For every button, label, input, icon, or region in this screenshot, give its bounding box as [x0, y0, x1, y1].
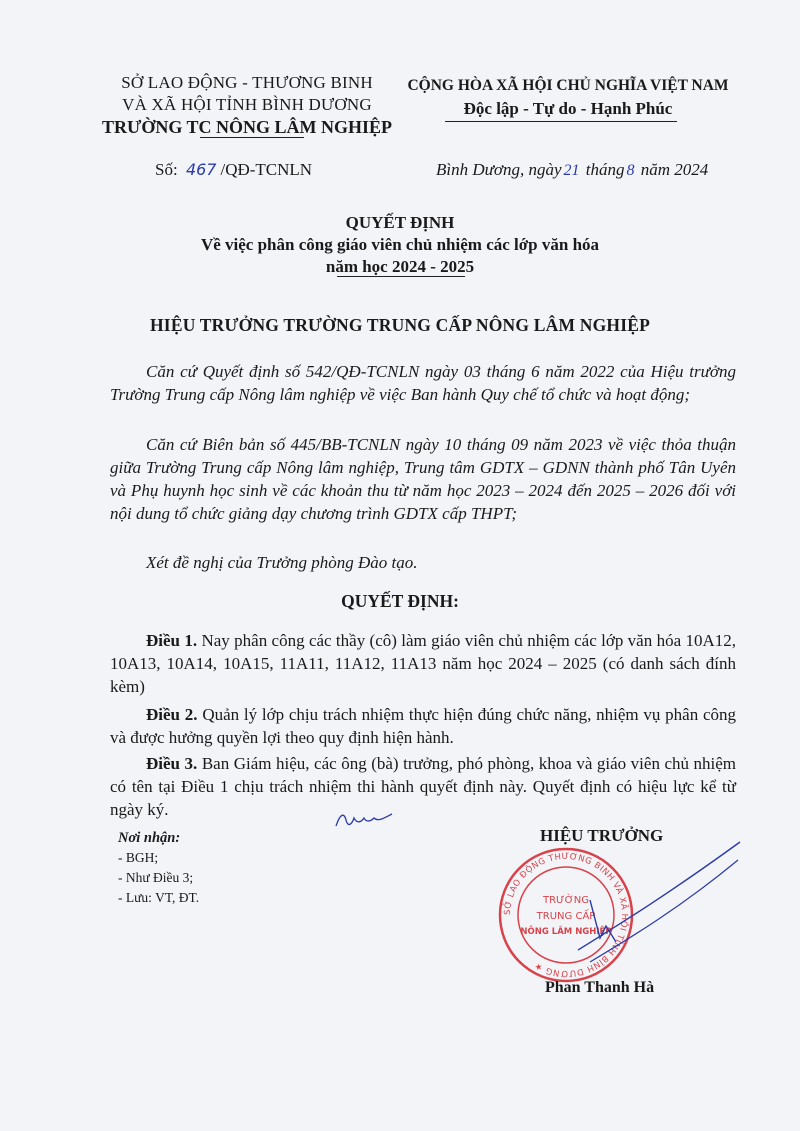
- article-3-label: Điều 3.: [146, 754, 198, 773]
- article-1: [110, 629, 736, 698]
- nation-name: CỘNG HÒA XÃ HỘI CHỦ NGHĨA VIỆT NAM: [407, 77, 729, 94]
- recipients-label: Nơi nhận:: [118, 830, 181, 846]
- month-label: tháng: [585, 160, 625, 179]
- date-month: 8: [626, 162, 635, 179]
- date-year: năm 2024: [640, 160, 709, 179]
- national-heading: [398, 74, 738, 120]
- initial-signature-mark: [330, 806, 400, 834]
- org-line-1: SỞ LAO ĐỘNG - THƯƠNG BINH: [121, 73, 373, 92]
- svg-text:TRƯỜNG: TRƯỜNG: [543, 895, 589, 906]
- title-underline: [337, 276, 465, 277]
- issuing-authority: HIỆU TRƯỞNG TRƯỜNG TRUNG CẤP NÔNG LÂM NGHIỆP: [150, 315, 650, 335]
- recipient-item: - BGH;: [118, 850, 159, 865]
- signer-title: HIỆU TRƯỞNG: [540, 826, 664, 845]
- recipients-block: [118, 828, 199, 908]
- article-3-text: Ban Giám hiệu, các ông (bà) trưởng, phó phòng, khoa và giáo viên chủ nhiệm có tên tại Điều 1 chịu trách nhiệm thi hành quyết định này. Quyết định có hiệu lực kể từ ngày ký.: [110, 754, 737, 819]
- recipient-item: - Lưu: VT, ĐT.: [118, 890, 200, 905]
- title-line-3: năm học 2024 - 2025: [325, 257, 475, 276]
- article-1-text: Nay phân công các thầy (cô) làm giáo viên chủ nhiệm các lớp văn hóa 10A12, 10A13, 10A14, 10A15, 11A11, 11A12, 11A13 năm học 2024 – 2025 (có danh sách đính kèm): [110, 631, 737, 696]
- issuing-organization: [92, 72, 402, 138]
- motto-underline: [445, 121, 677, 122]
- svg-text:SỞ LAO ĐỘNG THƯƠNG BINH VÀ XÃ: SỞ LAO ĐỘNG THƯƠNG BINH VÀ XÃ HỘI TỈNH BÌNH DƯƠNG ★: [502, 851, 630, 979]
- document-number: [155, 160, 312, 180]
- preamble-2: Căn cứ Biên bản số 445/BB-TCNLN ngày 10 tháng 09 năm 2023 về việc thỏa thuận giữa Trường Trung cấp Nông lâm nghiệp, Trung tâm GDTX – GDNN thành phố Tân Uyên và Phụ huynh học sinh về các khoản thu từ năm học 2023 – 2024 đến 2025 – 2026 đối với nội dung tổ chức giảng dạy chương trình GDTX cấp THPT;: [110, 435, 736, 523]
- signer-name: Phan Thanh Hà: [545, 979, 655, 996]
- org-line-2: VÀ XÃ HỘI TỈNH BÌNH DƯƠNG: [122, 95, 372, 114]
- recipient-item: - Như Điều 3;: [118, 870, 194, 885]
- date-day: 21: [563, 162, 580, 179]
- national-motto: Độc lập - Tự do - Hạnh Phúc: [463, 99, 673, 118]
- handwritten-signature: [570, 830, 750, 970]
- preamble-1: Căn cứ Quyết định số 542/QĐ-TCNLN ngày 03 tháng 6 năm 2022 của Hiệu trưởng Trường Trung cấp Nông lâm nghiệp về việc Ban hành Quy chế tổ chức và hoạt động;: [110, 362, 736, 404]
- preamble-3: Xét đề nghị của Trưởng phòng Đào tạo.: [146, 553, 418, 572]
- place-prefix: Bình Dương, ngày: [436, 160, 562, 179]
- doc-number-prefix: Số:: [155, 160, 178, 179]
- svg-text:TRUNG CẤP: TRUNG CẤP: [536, 911, 596, 922]
- document-title: [0, 212, 800, 278]
- school-name: TRƯỜNG TC NÔNG LÂM NGHIỆP: [101, 117, 392, 137]
- article-1-label: Điều 1.: [146, 631, 198, 650]
- decision-heading: QUYẾT ĐỊNH:: [341, 591, 459, 611]
- svg-text:NÔNG LÂM NGHIỆP: NÔNG LÂM NGHIỆP: [520, 927, 612, 937]
- title-line-1: QUYẾT ĐỊNH: [345, 213, 455, 232]
- article-2-label: Điều 2.: [146, 705, 198, 724]
- doc-number-handwritten: 467: [185, 160, 217, 179]
- place-date: [436, 160, 708, 180]
- article-2: [110, 703, 736, 749]
- article-2-text: Quản lý lớp chịu trách nhiệm thực hiện đúng chức năng, nhiệm vụ phân công và được hưởng quyền lợi theo quy định hiện hành.: [110, 705, 737, 747]
- header-left-underline: [200, 137, 304, 138]
- title-line-2: Về việc phân công giáo viên chủ nhiệm các lớp văn hóa: [200, 235, 600, 254]
- article-3: [110, 752, 736, 821]
- doc-number-suffix: /QĐ-TCNLN: [220, 160, 313, 179]
